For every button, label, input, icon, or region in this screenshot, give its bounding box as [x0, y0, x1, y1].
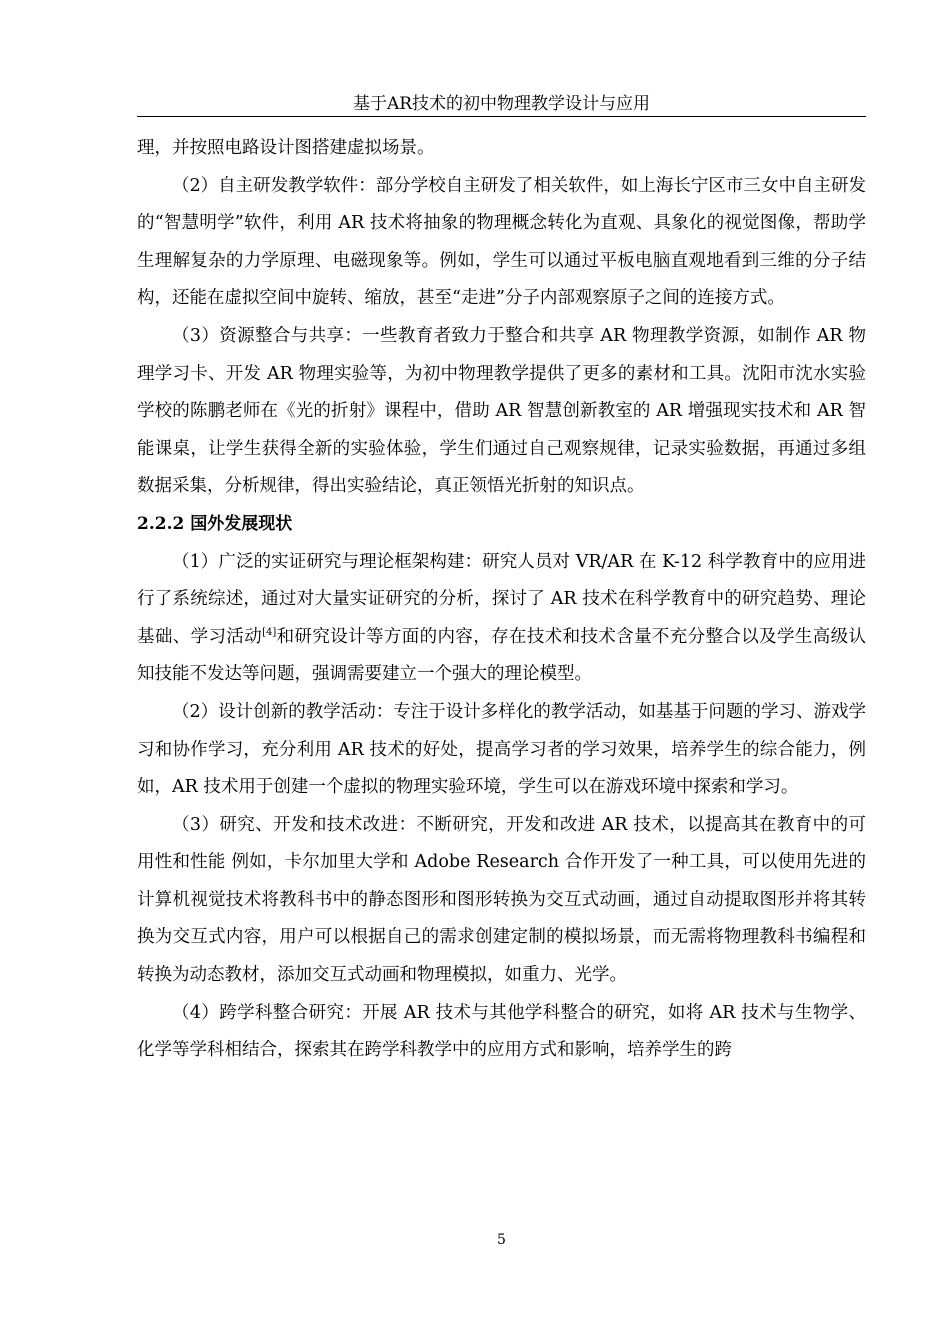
paragraph-self-developed-software: （2）自主研发教学软件：部分学校自主研发了相关软件，如上海长宁区市三女中自主研发的“智慧明学”软件，利用 AR 技术将抽象的物理概念转化为直观、具象化的视觉图像，帮助学生理解复杂的力学原理、电磁现象等。例如，学生可以通过平板电脑直观地看到三维的分子结构，还能在虚拟空间中旋转、缩放，甚至“走进”分子内部观察原子之间的连接方式。 [137, 175, 866, 309]
paragraph-interdisciplinary: （4）跨学科整合研究：开展 AR 技术与其他学科整合的研究，如将 AR 技术与生物学、化学等学科相结合，探索其在跨学科教学中的应用方式和影响，培养学生的跨 [137, 1002, 866, 1061]
paragraph-empirical-research [137, 544, 866, 694]
paragraph-research-development: （3）研究、开发和技术改进：不断研究，开发和改进 AR 技术，以提高其在教育中的可用性和性能 例如，卡尔加里大学和 Adobe Research 合作开发了一种工具，可以使用先进的计算机视觉技术将教科书中的静态图形和图形转换为交互式动画，通过自动提取图形并将其转换为交互式内容，用户可以根据自己的需求创建定制的模拟场景，而无需将物理教科书编程和转换为动态教材，添加交互式动画和物理模拟，如重力、光学。 [137, 814, 866, 986]
citation-4[interactable]: [4] [262, 626, 277, 638]
page-number: 5 [497, 1232, 506, 1248]
section-heading-2-2-2: 2.2.2 国外发展现状 [137, 513, 293, 534]
paragraph-innovative-activities: （2）设计创新的教学活动：专注于设计多样化的教学活动，如基基于问题的学习、游戏学习和协作学习，充分利用 AR 技术的好处，提高学习者的学习效果，培养学生的综合能力，例如，AR 技术用于创建一个虚拟的物理实验环境，学生可以在游戏环境中探索和学习。 [137, 701, 866, 798]
paragraph-empirical-research-text-b: 和研究设计等方面的内容，存在技术和技术含量不充分整合以及学生高级认知技能不发达等问题，强调需要建立一个强大的理论模型。 [137, 626, 867, 685]
body-text [137, 130, 866, 1070]
paragraph-empirical-research-text-a: （1）广泛的实证研究与理论框架构建：研究人员对 VR/AR 在 K-12 科学教育中的应用进行了系统综述，通过对大量实证研究的分析，探讨了 AR 技术在科学教育中的研究趋势、理论基础、学习活动 [137, 551, 866, 647]
running-header: 基于AR技术的初中物理教学设计与应用 [352, 94, 651, 114]
header-rule [137, 116, 866, 117]
paragraph-resource-integration: （3）资源整合与共享：一些教育者致力于整合和共享 AR 物理教学资源，如制作 AR 物理学习卡、开发 AR 物理实验等，为初中物理教学提供了更多的素材和工具。沈阳市沈水实验学校的陈鹏老师在《光的折射》课程中，借助 AR 智慧创新教室的 AR 增强现实技术和 AR 智能课桌，让学生获得全新的实验体验，学生们通过自己观察规律，记录实验数据，再通过多组数据采集，分析规律，得出实验结论，真正领悟光折射的知识点。 [137, 325, 866, 497]
paragraph-continuation: 理，并按照电路设计图搭建虚拟场景。 [137, 138, 435, 158]
